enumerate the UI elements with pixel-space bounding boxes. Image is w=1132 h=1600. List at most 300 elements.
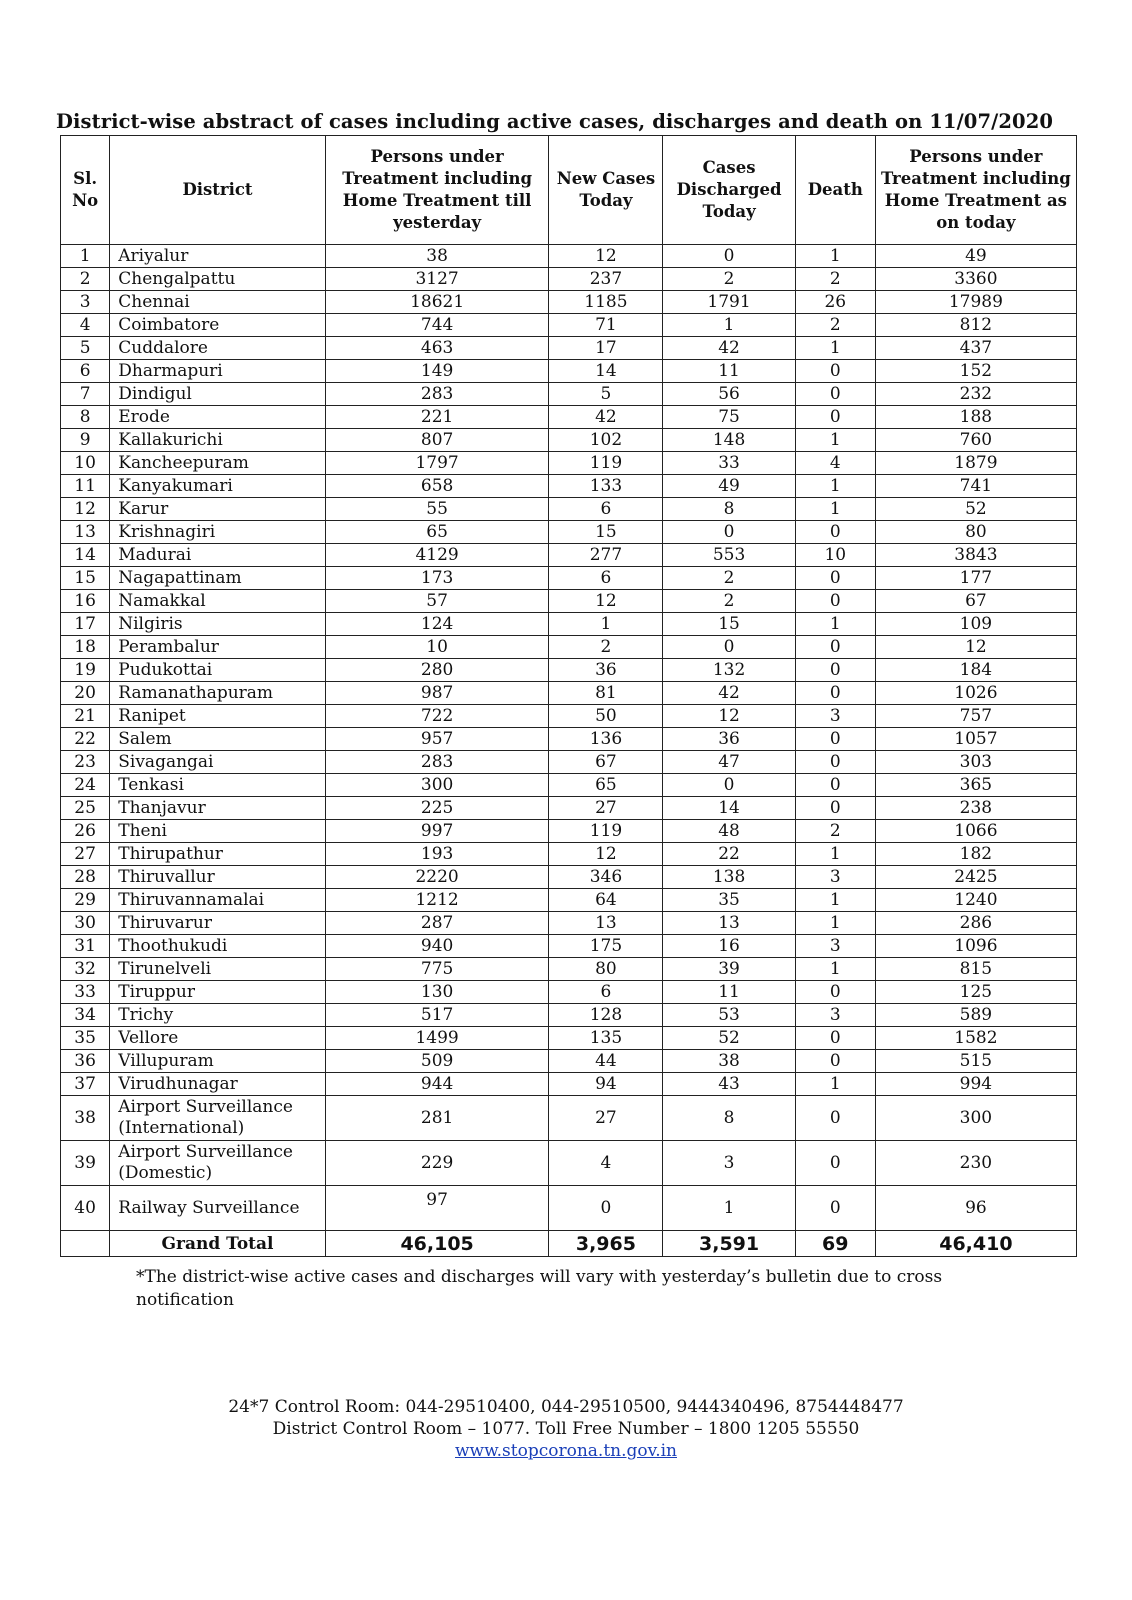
cell-sl-no: 40 — [61, 1186, 110, 1231]
cell-treatment-yesterday: 300 — [325, 774, 549, 797]
cell-sl-no: 6 — [61, 360, 110, 383]
cell-new-cases: 50 — [549, 705, 663, 728]
header-death: Death — [795, 136, 875, 245]
cell-treatment-today: 303 — [875, 751, 1076, 774]
cell-new-cases: 237 — [549, 268, 663, 291]
table-row — [61, 682, 1077, 705]
cell-treatment-yesterday: 65 — [325, 521, 549, 544]
cell-new-cases: 2 — [549, 636, 663, 659]
table-row — [61, 452, 1077, 475]
cell-treatment-yesterday: 463 — [325, 337, 549, 360]
cell-new-cases: 65 — [549, 774, 663, 797]
header-treatment-yesterday: Persons under Treatment including Home Treatment till yesterday — [325, 136, 549, 245]
cell-discharged: 11 — [663, 981, 795, 1004]
cell-treatment-yesterday: 940 — [325, 935, 549, 958]
table-row — [61, 406, 1077, 429]
cell-district: Ariyalur — [110, 245, 326, 268]
cell-discharged: 2 — [663, 567, 795, 590]
cell-new-cases: 13 — [549, 912, 663, 935]
cell-new-cases: 80 — [549, 958, 663, 981]
cell-sl-no: 34 — [61, 1004, 110, 1027]
cell-death: 0 — [795, 383, 875, 406]
cell-new-cases: 1185 — [549, 291, 663, 314]
cell-treatment-today: 182 — [875, 843, 1076, 866]
cell-death: 3 — [795, 866, 875, 889]
cell-discharged: 49 — [663, 475, 795, 498]
table-row — [61, 1141, 1077, 1186]
header-new-cases: New Cases Today — [549, 136, 663, 245]
cell-district: Karur — [110, 498, 326, 521]
total-discharged: 3,591 — [663, 1231, 795, 1257]
table-row — [61, 659, 1077, 682]
cell-treatment-yesterday: 957 — [325, 728, 549, 751]
cell-sl-no: 11 — [61, 475, 110, 498]
cell-new-cases: 17 — [549, 337, 663, 360]
cell-death: 10 — [795, 544, 875, 567]
table-row — [61, 337, 1077, 360]
table-row — [61, 728, 1077, 751]
cell-treatment-yesterday: 124 — [325, 613, 549, 636]
cell-death: 0 — [795, 521, 875, 544]
table-row — [61, 521, 1077, 544]
table-row — [61, 636, 1077, 659]
cell-new-cases: 15 — [549, 521, 663, 544]
cell-district: Thirupathur — [110, 843, 326, 866]
cell-treatment-yesterday: 997 — [325, 820, 549, 843]
cell-sl-no: 22 — [61, 728, 110, 751]
cell-new-cases: 5 — [549, 383, 663, 406]
cell-district: Cuddalore — [110, 337, 326, 360]
cell-treatment-today: 1057 — [875, 728, 1076, 751]
cell-new-cases: 175 — [549, 935, 663, 958]
cell-death: 2 — [795, 268, 875, 291]
total-death: 69 — [795, 1231, 875, 1257]
cell-death: 0 — [795, 567, 875, 590]
cell-treatment-yesterday: 193 — [325, 843, 549, 866]
cell-death: 1 — [795, 912, 875, 935]
cell-sl-no: 13 — [61, 521, 110, 544]
table-row — [61, 314, 1077, 337]
table-row — [61, 475, 1077, 498]
cell-discharged: 553 — [663, 544, 795, 567]
cell-death: 0 — [795, 797, 875, 820]
cell-sl-no: 38 — [61, 1096, 110, 1141]
cell-treatment-yesterday: 1212 — [325, 889, 549, 912]
cell-district: Tiruppur — [110, 981, 326, 1004]
cell-district: Dharmapuri — [110, 360, 326, 383]
cell-death: 0 — [795, 1096, 875, 1141]
cell-treatment-today: 994 — [875, 1073, 1076, 1096]
cell-treatment-today: 815 — [875, 958, 1076, 981]
cell-discharged: 13 — [663, 912, 795, 935]
cell-treatment-yesterday: 2220 — [325, 866, 549, 889]
cell-discharged: 56 — [663, 383, 795, 406]
cell-district: Airport Surveillance (Domestic) — [110, 1141, 326, 1186]
table-row — [61, 705, 1077, 728]
cell-sl-no: 35 — [61, 1027, 110, 1050]
cell-death: 1 — [795, 843, 875, 866]
cell-treatment-today: 96 — [875, 1186, 1076, 1231]
cell-treatment-today: 1026 — [875, 682, 1076, 705]
cell-sl-no: 25 — [61, 797, 110, 820]
cell-district: Chengalpattu — [110, 268, 326, 291]
cell-treatment-yesterday: 744 — [325, 314, 549, 337]
total-today: 46,410 — [875, 1231, 1076, 1257]
cell-district: Ramanathapuram — [110, 682, 326, 705]
cell-treatment-today: 515 — [875, 1050, 1076, 1073]
cell-treatment-today: 52 — [875, 498, 1076, 521]
table-row — [61, 1004, 1077, 1027]
cell-treatment-today: 1096 — [875, 935, 1076, 958]
cell-sl-no: 39 — [61, 1141, 110, 1186]
table-row — [61, 590, 1077, 613]
cell-treatment-yesterday: 173 — [325, 567, 549, 590]
cell-treatment-yesterday: 1797 — [325, 452, 549, 475]
cell-discharged: 12 — [663, 705, 795, 728]
cell-treatment-today: 741 — [875, 475, 1076, 498]
table-row — [61, 751, 1077, 774]
cell-treatment-today: 125 — [875, 981, 1076, 1004]
cell-district: Theni — [110, 820, 326, 843]
table-row — [61, 1186, 1077, 1231]
cell-discharged: 53 — [663, 1004, 795, 1027]
cell-sl-no: 27 — [61, 843, 110, 866]
cell-district: Coimbatore — [110, 314, 326, 337]
cell-district: Tenkasi — [110, 774, 326, 797]
cell-death: 0 — [795, 1186, 875, 1231]
cell-death: 0 — [795, 1141, 875, 1186]
cell-discharged: 148 — [663, 429, 795, 452]
cell-new-cases: 6 — [549, 498, 663, 521]
cell-death: 3 — [795, 1004, 875, 1027]
cell-treatment-yesterday: 722 — [325, 705, 549, 728]
cell-new-cases: 12 — [549, 590, 663, 613]
cell-new-cases: 128 — [549, 1004, 663, 1027]
cell-discharged: 1 — [663, 314, 795, 337]
cell-new-cases: 6 — [549, 981, 663, 1004]
cell-treatment-yesterday: 229 — [325, 1141, 549, 1186]
table-row — [61, 1096, 1077, 1141]
cell-sl-no: 36 — [61, 1050, 110, 1073]
cell-treatment-today: 1240 — [875, 889, 1076, 912]
cell-death: 1 — [795, 475, 875, 498]
cell-treatment-today: 49 — [875, 245, 1076, 268]
cell-district: Villupuram — [110, 1050, 326, 1073]
cell-discharged: 14 — [663, 797, 795, 820]
cell-treatment-today: 67 — [875, 590, 1076, 613]
cell-treatment-today: 365 — [875, 774, 1076, 797]
cell-discharged: 38 — [663, 1050, 795, 1073]
cell-discharged: 11 — [663, 360, 795, 383]
cell-sl-no: 20 — [61, 682, 110, 705]
cell-district: Thanjavur — [110, 797, 326, 820]
cell-treatment-yesterday: 807 — [325, 429, 549, 452]
cell-sl-no: 3 — [61, 291, 110, 314]
cell-discharged: 1791 — [663, 291, 795, 314]
cell-discharged: 35 — [663, 889, 795, 912]
table-row — [61, 245, 1077, 268]
cell-new-cases: 27 — [549, 797, 663, 820]
cell-new-cases: 71 — [549, 314, 663, 337]
cell-treatment-yesterday: 287 — [325, 912, 549, 935]
cell-treatment-yesterday: 221 — [325, 406, 549, 429]
cell-sl-no: 4 — [61, 314, 110, 337]
cell-new-cases: 136 — [549, 728, 663, 751]
cell-treatment-today: 3360 — [875, 268, 1076, 291]
table-row — [61, 1050, 1077, 1073]
header-row — [61, 136, 1077, 245]
cell-treatment-today: 812 — [875, 314, 1076, 337]
cell-new-cases: 14 — [549, 360, 663, 383]
cell-treatment-yesterday: 3127 — [325, 268, 549, 291]
cell-district: Chennai — [110, 291, 326, 314]
cell-discharged: 47 — [663, 751, 795, 774]
cell-sl-no: 12 — [61, 498, 110, 521]
table-row — [61, 429, 1077, 452]
cell-new-cases: 6 — [549, 567, 663, 590]
cell-death: 1 — [795, 337, 875, 360]
cell-sl-no: 26 — [61, 820, 110, 843]
cell-death: 0 — [795, 590, 875, 613]
cell-district: Ranipet — [110, 705, 326, 728]
table-row — [61, 958, 1077, 981]
cell-new-cases: 36 — [549, 659, 663, 682]
cell-discharged: 0 — [663, 636, 795, 659]
cell-treatment-today: 177 — [875, 567, 1076, 590]
cell-treatment-today: 80 — [875, 521, 1076, 544]
table-row — [61, 268, 1077, 291]
table-row — [61, 820, 1077, 843]
table-row — [61, 613, 1077, 636]
cell-death: 3 — [795, 705, 875, 728]
cell-death: 2 — [795, 314, 875, 337]
cell-district: Nagapattinam — [110, 567, 326, 590]
cell-death: 1 — [795, 958, 875, 981]
cell-district: Perambalur — [110, 636, 326, 659]
cell-treatment-yesterday: 130 — [325, 981, 549, 1004]
cell-district: Kallakurichi — [110, 429, 326, 452]
cell-sl-no: 32 — [61, 958, 110, 981]
cell-sl-no: 19 — [61, 659, 110, 682]
cell-discharged: 1 — [663, 1186, 795, 1231]
cell-death: 1 — [795, 429, 875, 452]
cell-treatment-yesterday: 10 — [325, 636, 549, 659]
cell-district: Tirunelveli — [110, 958, 326, 981]
cell-discharged: 43 — [663, 1073, 795, 1096]
table-row — [61, 544, 1077, 567]
footnote: *The district-wise active cases and discharges will vary with yesterday’s bulletin due to cross notification — [136, 1267, 943, 1310]
cell-district: Salem — [110, 728, 326, 751]
cell-treatment-today: 1066 — [875, 820, 1076, 843]
cell-death: 0 — [795, 1050, 875, 1073]
cell-district: Madurai — [110, 544, 326, 567]
cell-discharged: 42 — [663, 682, 795, 705]
cell-new-cases: 346 — [549, 866, 663, 889]
district-control-line: District Control Room – 1077. Toll Free Number – 1800 1205 55550 — [272, 1419, 860, 1439]
cell-district: Airport Surveillance (International) — [110, 1096, 326, 1141]
cell-death: 0 — [795, 406, 875, 429]
cell-district: Pudukottai — [110, 659, 326, 682]
cell-treatment-today: 1582 — [875, 1027, 1076, 1050]
cell-discharged: 75 — [663, 406, 795, 429]
cell-discharged: 42 — [663, 337, 795, 360]
cell-treatment-yesterday: 1499 — [325, 1027, 549, 1050]
cell-death: 1 — [795, 889, 875, 912]
cell-treatment-today: 17989 — [875, 291, 1076, 314]
cell-sl-no: 29 — [61, 889, 110, 912]
cell-treatment-today: 238 — [875, 797, 1076, 820]
total-sl — [61, 1231, 110, 1257]
cell-death: 1 — [795, 613, 875, 636]
cell-treatment-today: 12 — [875, 636, 1076, 659]
cell-treatment-yesterday: 225 — [325, 797, 549, 820]
cell-treatment-today: 3843 — [875, 544, 1076, 567]
district-cases-table — [60, 135, 1077, 1257]
cell-death: 1 — [795, 498, 875, 521]
cell-treatment-yesterday: 658 — [325, 475, 549, 498]
cell-sl-no: 2 — [61, 268, 110, 291]
cell-value: 97 — [426, 1190, 448, 1210]
cell-treatment-today: 300 — [875, 1096, 1076, 1141]
cell-treatment-yesterday: 57 — [325, 590, 549, 613]
cell-new-cases: 0 — [549, 1186, 663, 1231]
table-row — [61, 866, 1077, 889]
cell-treatment-today: 184 — [875, 659, 1076, 682]
cell-treatment-yesterday: 149 — [325, 360, 549, 383]
control-room-line: 24*7 Control Room: 044-29510400, 044-29510500, 9444340496, 8754448477 — [228, 1397, 904, 1417]
cell-sl-no: 18 — [61, 636, 110, 659]
cell-sl-no: 24 — [61, 774, 110, 797]
cell-sl-no: 9 — [61, 429, 110, 452]
header-treatment-today: Persons under Treatment including Home Treatment as on today — [875, 136, 1076, 245]
cell-new-cases: 42 — [549, 406, 663, 429]
contact-footer — [0, 1396, 1132, 1462]
cell-treatment-today: 109 — [875, 613, 1076, 636]
cell-discharged: 0 — [663, 774, 795, 797]
website-link[interactable]: www.stopcorona.tn.gov.in — [455, 1441, 677, 1461]
cell-sl-no: 1 — [61, 245, 110, 268]
cell-death: 0 — [795, 774, 875, 797]
cell-death: 3 — [795, 935, 875, 958]
cell-new-cases: 102 — [549, 429, 663, 452]
cell-death: 0 — [795, 636, 875, 659]
cell-sl-no: 5 — [61, 337, 110, 360]
table-row — [61, 567, 1077, 590]
cell-discharged: 0 — [663, 245, 795, 268]
total-label: Grand Total — [110, 1231, 326, 1257]
table-row — [61, 889, 1077, 912]
cell-treatment-yesterday: 517 — [325, 1004, 549, 1027]
cell-treatment-today: 437 — [875, 337, 1076, 360]
cell-sl-no: 37 — [61, 1073, 110, 1096]
cell-treatment-yesterday: 55 — [325, 498, 549, 521]
cell-treatment-yesterday: 283 — [325, 751, 549, 774]
table-row — [61, 291, 1077, 314]
table-row — [61, 360, 1077, 383]
cell-discharged: 22 — [663, 843, 795, 866]
table-row — [61, 383, 1077, 406]
total-new-cases: 3,965 — [549, 1231, 663, 1257]
cell-district: Sivagangai — [110, 751, 326, 774]
cell-new-cases: 64 — [549, 889, 663, 912]
cell-new-cases: 119 — [549, 820, 663, 843]
cell-new-cases: 94 — [549, 1073, 663, 1096]
cell-sl-no: 16 — [61, 590, 110, 613]
table-row — [61, 935, 1077, 958]
cell-discharged: 52 — [663, 1027, 795, 1050]
cell-discharged: 33 — [663, 452, 795, 475]
cell-discharged: 3 — [663, 1141, 795, 1186]
cell-treatment-today: 760 — [875, 429, 1076, 452]
cell-treatment-yesterday: 38 — [325, 245, 549, 268]
cell-discharged: 15 — [663, 613, 795, 636]
cell-death: 0 — [795, 981, 875, 1004]
cell-sl-no: 23 — [61, 751, 110, 774]
cell-treatment-yesterday: 281 — [325, 1096, 549, 1141]
cell-discharged: 16 — [663, 935, 795, 958]
table-row — [61, 774, 1077, 797]
table-row — [61, 797, 1077, 820]
cell-new-cases: 135 — [549, 1027, 663, 1050]
header-sl-no: Sl. No — [61, 136, 110, 245]
cell-death: 26 — [795, 291, 875, 314]
cell-death: 4 — [795, 452, 875, 475]
cell-sl-no: 30 — [61, 912, 110, 935]
table-row — [61, 1027, 1077, 1050]
cell-death: 0 — [795, 360, 875, 383]
cell-treatment-yesterday: 283 — [325, 383, 549, 406]
cell-district: Thiruvallur — [110, 866, 326, 889]
cell-discharged: 36 — [663, 728, 795, 751]
cell-discharged: 48 — [663, 820, 795, 843]
cell-discharged: 2 — [663, 590, 795, 613]
cell-treatment-today: 2425 — [875, 866, 1076, 889]
cell-sl-no: 21 — [61, 705, 110, 728]
grand-total-row — [61, 1231, 1077, 1257]
cell-district: Krishnagiri — [110, 521, 326, 544]
cell-sl-no: 15 — [61, 567, 110, 590]
cell-death: 0 — [795, 1027, 875, 1050]
cell-new-cases: 44 — [549, 1050, 663, 1073]
cell-new-cases: 119 — [549, 452, 663, 475]
cell-discharged: 8 — [663, 1096, 795, 1141]
cell-new-cases: 277 — [549, 544, 663, 567]
header-district: District — [110, 136, 326, 245]
cell-treatment-today: 230 — [875, 1141, 1076, 1186]
table-row — [61, 981, 1077, 1004]
document-title: District-wise abstract of cases including active cases, discharges and death on 11/07/2020 — [56, 110, 1054, 133]
cell-treatment-yesterday: 4129 — [325, 544, 549, 567]
cell-district: Thiruvarur — [110, 912, 326, 935]
cell-treatment-today: 589 — [875, 1004, 1076, 1027]
cell-sl-no: 33 — [61, 981, 110, 1004]
cell-discharged: 8 — [663, 498, 795, 521]
cell-district: Nilgiris — [110, 613, 326, 636]
cell-treatment-yesterday: 987 — [325, 682, 549, 705]
cell-sl-no: 17 — [61, 613, 110, 636]
total-yesterday: 46,105 — [325, 1231, 549, 1257]
cell-discharged: 132 — [663, 659, 795, 682]
cell-sl-no: 14 — [61, 544, 110, 567]
header-discharged: Cases Discharged Today — [663, 136, 795, 245]
cell-district: Trichy — [110, 1004, 326, 1027]
cell-death: 2 — [795, 820, 875, 843]
cell-district: Erode — [110, 406, 326, 429]
cell-discharged: 0 — [663, 521, 795, 544]
cell-treatment-today: 188 — [875, 406, 1076, 429]
cell-death: 0 — [795, 659, 875, 682]
cell-treatment-today: 757 — [875, 705, 1076, 728]
